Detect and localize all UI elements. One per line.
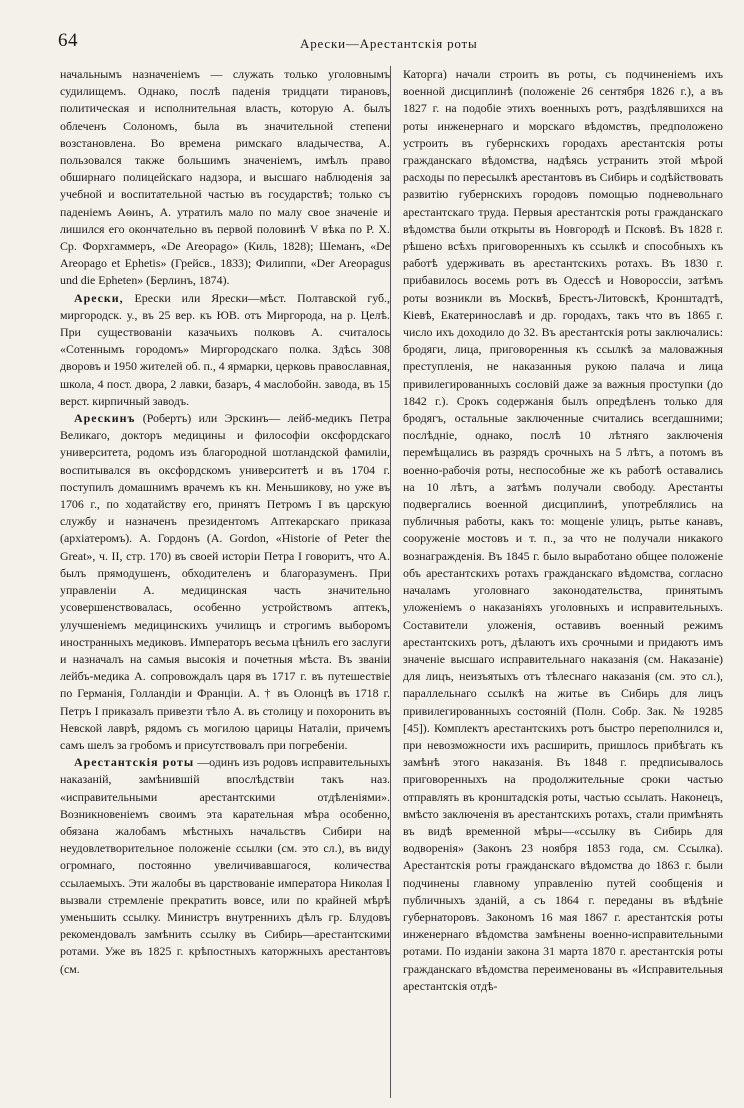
- article-headword: Арестантскія роты: [74, 755, 195, 770]
- page-number: 64: [58, 30, 78, 51]
- article-paragraph: [60, 754, 390, 978]
- article-text: —одинъ изъ родовъ исправительныхъ наказаній, замѣнившій впослѣдствіи такъ наз. «исправительными арестантскими отдѣленіями». Возникновеніемъ своимъ эта карательная мѣра особенно, обязана жалобамъ мѣстныхъ начальствъ Сибири на неудовлетворительное положеніе ссылки (см. это сл.), въ виду огромнаго, постоянно увеличивавшагося, количества ссылаемыхъ. Эти жалобы въ царствованіе императора Николая I вызвали стремленіе прекратить вовсе, или по крайней мѣрѣ уменьшить ссылку. Министръ внутреннихъ дѣлъ гр. Блудовъ рекомендовалъ замѣнить ссылку въ Сибирь—арестантскими ротами. Уже въ 1825 г. крѣпостныхъ каторжныхъ арестантовъ (см.: [60, 755, 390, 976]
- article-paragraph: [60, 290, 390, 410]
- article-headword: Арески,: [74, 290, 124, 305]
- article-paragraph: [403, 66, 723, 995]
- article-text: Ерески или Яpecки—мѣст. Полтавской губ., миргородск. у., въ 25 вер. къ ЮВ. отъ Миргорода, на р. Целѣ. При существованіи казачьихъ полковъ А. считалось «Сотеннымъ городомъ» Миргородскаго полка. Здѣсь 308 дворовъ и 1950 жителей об. п., 4 ярмарки, церковь православная, школа, 4 пост. двора, 2 лавки, базаръ, 4 маслобойн. завода, въ 15 верст. кирпичный заводъ.: [60, 290, 390, 408]
- left-column: [60, 66, 390, 978]
- article-headword: Арескинъ: [74, 411, 136, 426]
- running-head: Арески—Арестантскія роты: [300, 36, 478, 51]
- article-text: Каторга) начали строить въ роты, съ подчиненіемъ ихъ военной дисциплинѣ (положеніе 26 сентября 1826 г.), а въ 1827 г. на подобіе этихъ военныхъ ротъ, раздѣлявшихся на роты инженернаго и морскаго вѣдомствъ, предположено устроить въ губернскихъ городахъ арестантскія роты гражданскаго вѣдомства, надѣясь устранить этой мѣрой расходы по пересылкѣ арестантовъ въ Сибирь и содѣйствовать развитію губернскихъ городовъ помощью подневольнаго арестантскаго труда. Первыя арестантскія роты гражданскаго вѣдомства были открыты въ Новгородѣ и Псковѣ. Въ 1828 г. рѣшено всѣхъ приговоренныхъ къ ссылкѣ и способныхъ къ работѣ удерживать въ арестантскихъ ротахъ. Въ 1830 г. прибавилось восемь ротъ въ Одессѣ и Новороссіи, затѣмъ роты возникли въ Москвѣ, Брестъ-Литовскѣ, Кронштадтѣ, Кіевѣ, Екатеринославѣ и др. городахъ, такъ что въ 1865 г. число ихъ доходило до 32. Въ арестантскія роты заключались: бродяги, лица, приговоренныя къ ссылкѣ за маловажныя преступленія, не наказанныя рукою палача и лица привилегированныхъ сословій даже за важныя проступки (до 1842 г.). Срокъ содержанія былъ опредѣленъ только для бродягъ, остальные заключенные считались всегдашними; послѣдніе, однако, послѣ 10 лѣтняго заключенія перемѣщались въ разрядъ срочныхъ на 5 лѣтъ, а потомъ въ военно-рабочія роты, неспособные же къ работѣ оставались на 10 лѣтъ, а затѣмъ получали свободу. Арестанты подвергались военной дисциплинѣ, употреблялись на публичныя работы, какъ то: мощеніе улицъ, рытье канавъ, сооруженіе мостовъ и т. п., за что не получали никакого вознагражденія. Въ 1845 г. было выработано общее положеніе объ арестантскихъ ротахъ гражданскаго вѣдомства, согласно началамъ уголовнаго законодательства, принятымъ уложеніемъ о наказаніяхъ уголовныхъ и исправительныхъ. Составители уложенія, оставивъ военный режимъ арестантскихъ ротъ, дѣлаютъ ихъ срочными и придаютъ имъ значеніе высшаго исправительнаго наказанія (см. Наказаніе) для лицъ, неизъятыхъ отъ тѣлеснаго наказанія (см. это сл.), параллельнаго ссылкѣ на житье въ Сибирь для лицъ привилегированныхъ состояній (Полн. Собр. Зак. № 19285 [45]). Комплектъ арестантскихъ ротъ быстро переполнился и, при невозможности ихъ расширить, пришлось прибѣгать къ замѣнѣ этого наказанія. Въ 1848 г. предписывалось приговоренныхъ на продолжительные сроки частью отправлять въ кронштадскія роты, частью ссылать. Наконецъ, вмѣсто заключенія въ арестантскихъ ротахъ, стали примѣнять въ видѣ временной мѣры—«ссылку въ Сибирь для водворенія» (Законъ 23 ноября 1853 года, см. Ссылка). Арестантскія роты гражданскаго вѣдомства до 1863 г. были подчинены главному управленію путей сообщенія и публичныхъ зданій, а съ 1864 г. переданы въ вѣдѣніе губернаторовъ. Закономъ 16 мая 1867 г. арестантскія роты инженернаго вѣдомства замѣнены военно-исправительными ротами. По изданіи закона 31 марта 1870 г. арестантскія роты гражданскаго вѣдомства переименованы въ «Исправительныя арестантскія отдѣ-: [403, 67, 723, 993]
- article-paragraph: [60, 66, 390, 290]
- article-paragraph: [60, 410, 390, 754]
- right-column: [403, 66, 723, 995]
- article-text: начальнымъ назначеніемъ — служать только уголовнымъ судилищемъ. Однако, послѣ паденія тридцати тирановъ, политическая и исполнительная власть, которую А. былъ облеченъ Солономъ, была въ значительной степени возстановлена. Во времена римскаго владычества, А. пользовался также большимъ значеніемъ, имѣлъ право обширнаго полицейскаго надзора, и высшаго наблюденія за учебной и воспитательной частью въ государствѣ; только съ паденіемъ Аѳинъ, А. утратилъ мало по малу свое значеніе и лишился его окончательно въ первой половинѣ V вѣка по Р. Х. Ср. Форхгаммеръ, «De Areopago» (Киль, 1828); Шеманъ, «De Areopago et Ephetis» (Грейсв., 1833); Филиппи, «Der Areopagus und die Epheten» (Берлинъ, 1874).: [60, 67, 390, 288]
- article-text: (Робертъ) или Эрскинъ— лейб-медикъ Петра Великаго, докторъ медицины и философіи оксфордскаго университета, родомъ изъ благородной шотландской фамиліи, воспитывался въ оксфордскомъ университетѣ и въ 1704 г. поступилъ домашнимъ врачемъ къ кн. Меньшикову, но уже въ 1706 г., по ходатайству его, принятъ Петромъ I въ царскую службу и назначенъ президентомъ Аптекарскаго приказа (архіатеромъ). А. Гордонъ (A. Gordon, «Historie of Peter the Great», ч. II, стр. 170) въ своей исторіи Петра I говоритъ, что А. былъ прямодушенъ, обходителенъ и благоразуменъ. При управленіи А. медицинская часть значительно усовершенствовалась, особенно устройствомъ аптекъ, улучшеніемъ медицинскихъ училищъ и строгимъ выборомъ иностранныхъ медиковъ. Императоръ весьма цѣнилъ его заслуги и назначалъ на самыя высокія и почетныя мѣста. Въ званіи лейбъ-медика А. сопровождалъ царя въ 1717 г. въ путешествіе по Германія, Голландіи и Франціи. А. † въ Олонцѣ въ 1718 г. Петръ I приказалъ привезти тѣло А. въ столицу и похоронить въ Невской лаврѣ, рядомъ съ могилою царицы Наталіи, причемъ самъ шелъ за гробомъ и присутствовалъ при погребеніи.: [60, 411, 390, 752]
- column-rule: [390, 66, 391, 1098]
